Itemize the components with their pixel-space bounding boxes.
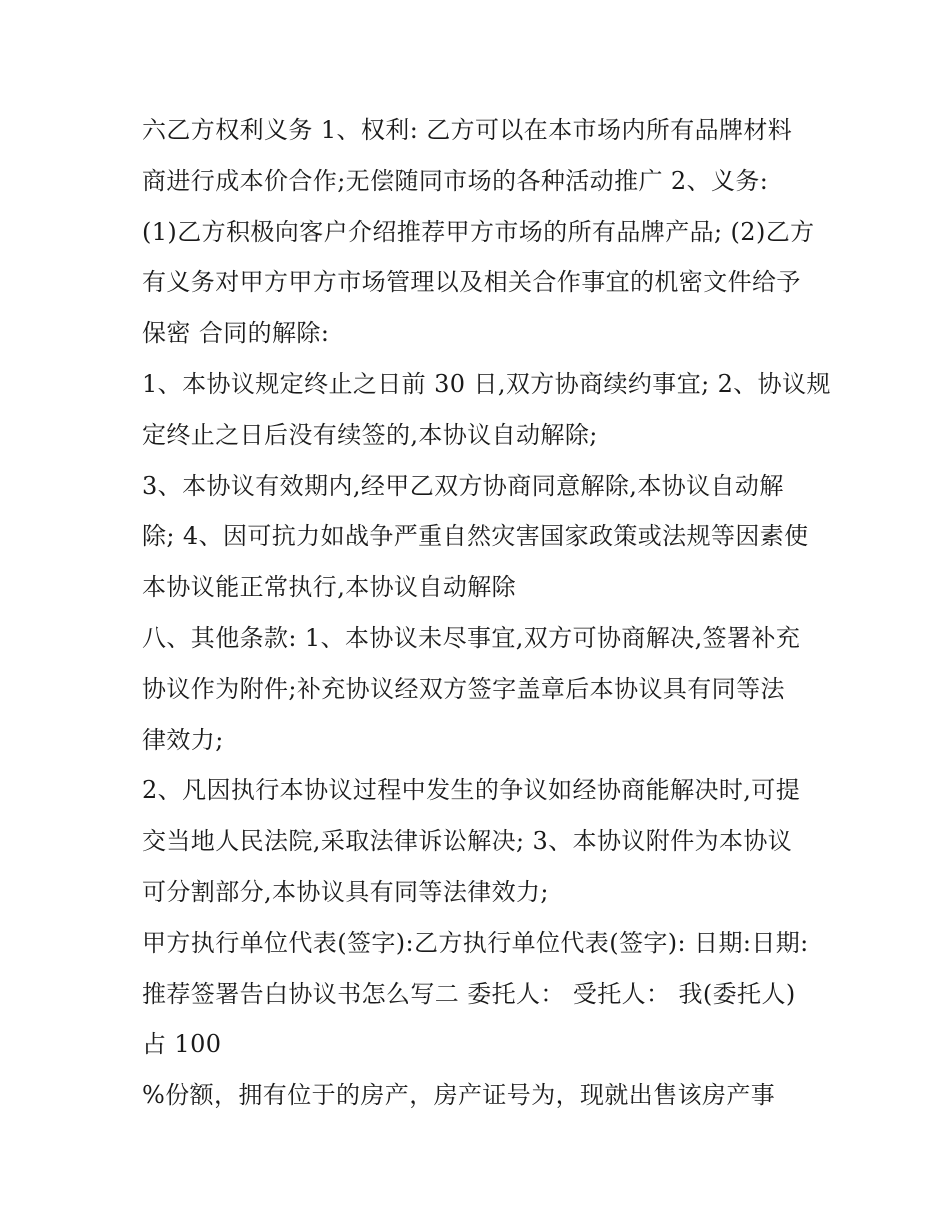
text-line: 除; 4、因可抗力如战争严重自然灾害国家政策或法规等因素使 <box>142 522 809 551</box>
text-line: 甲方执行单位代表(签字):乙方执行单位代表(签字): 日期:日期: <box>142 928 809 957</box>
text-line: 1、本协议规定终止之日前 30 日,双方协商续约事宜; 2、协议规 <box>142 369 831 398</box>
text-line: 占 100 <box>142 1030 222 1059</box>
text-line: 3、本协议有效期内,经甲乙双方协商同意解除,本协议自动解 <box>142 471 784 500</box>
text-line: 2、凡因执行本协议过程中发生的争议如经协商能解决时,可提 <box>142 776 801 805</box>
text-line: 本协议能正常执行,本协议自动解除 <box>142 573 517 602</box>
document-body <box>142 108 831 1124</box>
text-line: 律效力; <box>142 725 224 754</box>
text-line: 商进行成本价合作;无偿随同市场的各种活动推广 2、义务: <box>142 166 769 195</box>
text-line: 六乙方权利义务 1、权利: 乙方可以在本市场内所有品牌材料 <box>142 116 793 144</box>
text-line: %份额，拥有位于的房产，房产证号为，现就出售该房产事 <box>142 1081 776 1110</box>
text-line: 定终止之日后没有续签的,本协议自动解除; <box>142 420 598 449</box>
text-line: 可分割部分,本协议具有同等法律效力; <box>142 877 549 906</box>
text-line: 交当地人民法院,采取法律诉讼解决; 3、本协议附件为本协议 <box>142 827 793 856</box>
text-line: (1)乙方积极向客户介绍推荐甲方市场的所有品牌产品; (2)乙方 <box>142 217 815 246</box>
text-line: 有义务对甲方甲方市场管理以及相关合作事宜的机密文件给予 <box>142 268 801 297</box>
text-line: 八、其他条款: 1、本协议未尽事宜,双方可协商解决,签署补充 <box>142 623 801 652</box>
text-line: 协议作为附件;补充协议经双方签字盖章后本协议具有同等法 <box>142 674 785 703</box>
text-line: 推荐签署告白协议书怎么写二 委托人： 受托人： 我(委托人) <box>142 979 796 1008</box>
text-line: 保密 合同的解除: <box>142 319 330 348</box>
